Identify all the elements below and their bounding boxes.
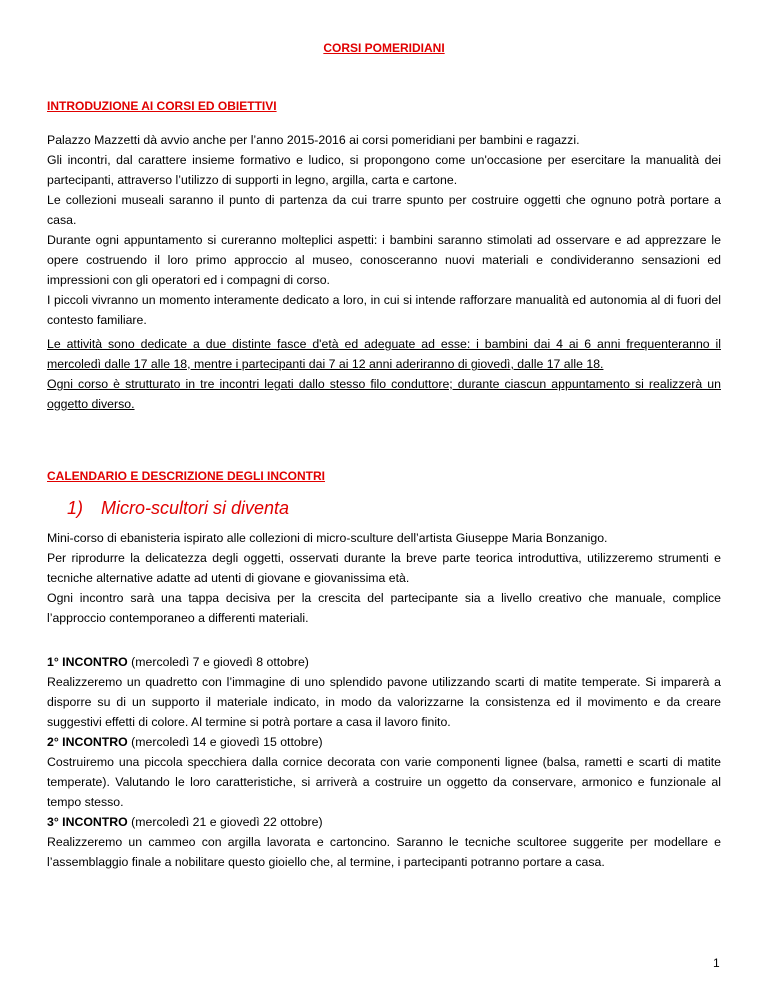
meeting-3-text: Realizzeremo un cammeo con argilla lavorata e cartoncino. Saranno le tecniche scultoree suggerite per modellare e l’assemblaggio finale a nobilitare questo gioiello che, al termine, i partecipanti potranno portare a casa.: [47, 835, 721, 869]
meeting-2-text: Costruiremo una piccola specchiera dalla cornice decorata con varie componenti lignee (balsa, rametti e scarti di matite temperate). Valutando le loro caratteristiche, si arriverà a costruire un oggetto da conservare, armonico e funzionale al tempo stesso.: [47, 755, 721, 809]
intro-section: [47, 130, 721, 330]
section-1-description: [47, 528, 721, 628]
meeting-2-dates: (mercoledì 14 e giovedì 15 ottobre): [127, 735, 323, 749]
meeting-1-dates: (mercoledì 7 e giovedì 8 ottobre): [127, 655, 309, 669]
intro-paragraph: I piccoli vivranno un momento interamente dedicato a loro, in cui si intende rafforzare manualità ed autonomia al di fuori del contesto familiare.: [47, 293, 721, 327]
meeting-2-header: [47, 732, 721, 752]
section-1-number: 1): [67, 498, 84, 518]
intro-paragraph: Gli incontri, dal carattere insieme formativo e ludico, si propongono come un'occasione per esercitare la manualità dei partecipanti, attraverso l’utilizzo di supporti in legno, argilla, carta e cartone.: [47, 153, 721, 187]
meeting-1-text: Realizzeremo un quadretto con l’immagine di uno splendido pavone utilizzando scarti di matite temperate. Si imparerà a disporre su di un supporto il materiale indicato, in modo da valorizzarne la consistenza ed il movimento e da creare suggestivi effetti di colore. Al termine si potrà portare a casa il lavoro finito.: [47, 675, 721, 729]
age-groups-section: [47, 334, 721, 414]
section-1-paragraph: Ogni incontro sarà una tappa decisiva per la crescita del partecipante sia a livello creativo che manuale, complice l’approccio contemporaneo a differenti materiali.: [47, 591, 721, 625]
meeting-3-header: [47, 812, 721, 832]
calendar-heading: CALENDARIO E DESCRIZIONE DEGLI INCONTRI: [47, 469, 326, 483]
document-title: CORSI POMERIDIANI: [323, 41, 445, 55]
intro-paragraph: Le collezioni museali saranno il punto di partenza da cui trarre spunto per costruire oggetti che ognuno potrà portare a casa.: [47, 193, 721, 227]
section-1-paragraph: Per riprodurre la delicatezza degli oggetti, osservati durante la breve parte teorica introduttiva, utilizzeremo strumenti e tecniche alternative adatte ad utenti di giovane e giovanissima età.: [47, 551, 721, 585]
meeting-3-dates: (mercoledì 21 e giovedì 22 ottobre): [127, 815, 323, 829]
meetings-list: [47, 652, 721, 872]
meeting-1-header: [47, 652, 721, 672]
meeting-1-label: 1° INCONTRO: [47, 655, 128, 669]
intro-paragraph: Durante ogni appuntamento si cureranno molteplici aspetti: i bambini saranno stimolati ad osservare e ad apprezzare le opere costruendo il loro primo approccio al museo, conosceranno nuovi materiali e condivideranno sensazioni ed impressioni con gli operatori ed i compagni di corso.: [47, 233, 721, 287]
age-groups-paragraph: Le attività sono dedicate a due distinte fasce d'età ed adeguate ad esse: i bambini dai 4 ai 6 anni frequenteranno il mercoledì dalle 17 alle 18, mentre i partecipanti dai 7 ai 12 anni aderiranno di giovedì, dalle 17 alle 18.: [47, 337, 721, 371]
intro-heading: INTRODUZIONE AI CORSI ED OBIETTIVI: [47, 99, 277, 113]
meeting-2-label: 2° INCONTRO: [47, 735, 128, 749]
section-1-heading: [67, 496, 289, 520]
intro-paragraph: Palazzo Mazzetti dà avvio anche per l’anno 2015-2016 ai corsi pomeridiani per bambini e ragazzi.: [47, 133, 580, 147]
meeting-3-label: 3° INCONTRO: [47, 815, 128, 829]
structure-paragraph: Ogni corso è strutturato in tre incontri legati dallo stesso filo conduttore; durante ciascun appuntamento si realizzerà un oggetto diverso.: [47, 377, 721, 411]
section-1-title: Micro-scultori si diventa: [101, 498, 290, 518]
section-1-paragraph: Mini-corso di ebanisteria ispirato alle collezioni di micro-sculture dell’artista Giuseppe Maria Bonzanigo.: [47, 531, 608, 545]
page-number: 1: [713, 956, 720, 970]
